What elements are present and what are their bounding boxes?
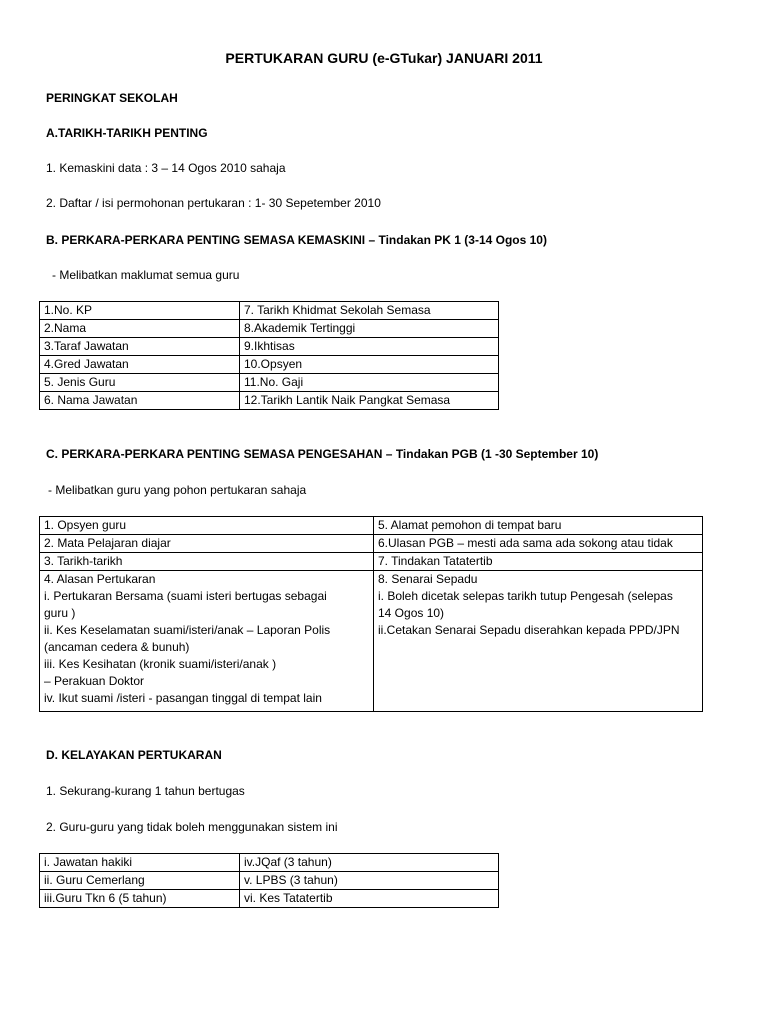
table-cell: 2. Mata Pelajaran diajar — [40, 535, 374, 553]
section-d-heading: D. KELAYAKAN PERTUKARAN — [46, 748, 222, 762]
section-c-heading: C. PERKARA-PERKARA PENTING SEMASA PENGESAHAN – Tindakan PGB (1 -30 September 10) — [46, 447, 599, 461]
table-cell: 5. Alamat pemohon di tempat baru — [374, 517, 703, 535]
table-row — [40, 517, 703, 535]
table-row — [40, 872, 499, 890]
section-b-table — [39, 301, 499, 410]
table-row — [40, 374, 499, 392]
section-b-note: - Melibatkan maklumat semua guru — [52, 268, 240, 282]
table-cell: 12.Tarikh Lantik Naik Pangkat Semasa — [240, 392, 499, 410]
table-row — [40, 392, 499, 410]
table-row — [40, 553, 703, 571]
level-heading: PERINGKAT SEKOLAH — [46, 91, 178, 105]
cell-line: ii.Cetakan Senarai Sepadu diserahkan kepada PPD/JPN — [378, 623, 680, 637]
table-cell: 6. Nama Jawatan — [40, 392, 240, 410]
cell-line: – Perakuan Doktor — [44, 674, 145, 688]
table-row — [40, 890, 499, 908]
table-cell: 1. Opsyen guru — [40, 517, 374, 535]
table-cell — [374, 571, 703, 712]
table-cell: vi. Kes Tatatertib — [240, 890, 499, 908]
table-row — [40, 854, 499, 872]
section-b-heading: B. PERKARA-PERKARA PENTING SEMASA KEMASKINI – Tindakan PK 1 (3-14 Ogos 10) — [46, 233, 547, 247]
table-cell: 9.Ikhtisas — [240, 338, 499, 356]
cell-line: 4. Alasan Pertukaran — [44, 572, 156, 586]
table-row — [40, 338, 499, 356]
cell-line: i. Boleh dicetak selepas tarikh tutup Pengesah (selepas — [378, 589, 673, 603]
table-cell: 11.No. Gaji — [240, 374, 499, 392]
table-cell: 10.Opsyen — [240, 356, 499, 374]
table-cell: iv.JQaf (3 tahun) — [240, 854, 499, 872]
table-row — [40, 571, 703, 712]
section-a-heading: A.TARIKH-TARIKH PENTING — [46, 126, 208, 140]
table-cell: 7. Tarikh Khidmat Sekolah Semasa — [240, 302, 499, 320]
table-cell — [40, 571, 374, 712]
table-cell: 8.Akademik Tertinggi — [240, 320, 499, 338]
section-c-note: - Melibatkan guru yang pohon pertukaran sahaja — [48, 483, 307, 497]
section-c-table — [39, 516, 703, 712]
cell-line: 14 Ogos 10) — [378, 606, 445, 620]
cell-line: (ancaman cedera & bunuh) — [44, 640, 190, 654]
table-row — [40, 535, 703, 553]
table-cell: 4.Gred Jawatan — [40, 356, 240, 374]
section-d-item-1: 1. Sekurang-kurang 1 tahun bertugas — [46, 784, 245, 798]
table-cell: 7. Tindakan Tatatertib — [374, 553, 703, 571]
cell-line: ii. Kes Keselamatan suami/isteri/anak – Laporan Polis — [44, 623, 331, 637]
cell-line: i. Pertukaran Bersama (suami isteri bertugas sebagai — [44, 589, 327, 603]
cell-line: guru ) — [44, 606, 76, 620]
table-cell: 3. Tarikh-tarikh — [40, 553, 374, 571]
page-title: PERTUKARAN GURU (e-GTukar) JANUARI 2011 — [225, 50, 543, 66]
section-a-item-1: 1. Kemaskini data : 3 – 14 Ogos 2010 sahaja — [46, 161, 286, 175]
table-row — [40, 320, 499, 338]
table-cell: 5. Jenis Guru — [40, 374, 240, 392]
table-cell: i. Jawatan hakiki — [40, 854, 240, 872]
section-d-item-2: 2. Guru-guru yang tidak boleh menggunakan sistem ini — [46, 820, 338, 834]
table-row — [40, 356, 499, 374]
table-row — [40, 302, 499, 320]
section-a-item-2: 2. Daftar / isi permohonan pertukaran : 1- 30 Sepetember 2010 — [46, 196, 381, 210]
table-cell: 2.Nama — [40, 320, 240, 338]
table-cell: v. LPBS (3 tahun) — [240, 872, 499, 890]
table-cell: 1.No. KP — [40, 302, 240, 320]
cell-line: iv. Ikut suami /isteri - pasangan tinggal di tempat lain — [44, 691, 322, 705]
section-d-table — [39, 853, 499, 908]
table-cell: 6.Ulasan PGB – mesti ada sama ada sokong atau tidak — [374, 535, 703, 553]
table-cell: ii. Guru Cemerlang — [40, 872, 240, 890]
table-cell: iii.Guru Tkn 6 (5 tahun) — [40, 890, 240, 908]
cell-line: iii. Kes Kesihatan (kronik suami/isteri/anak ) — [44, 657, 277, 671]
table-cell: 3.Taraf Jawatan — [40, 338, 240, 356]
cell-line: 8. Senarai Sepadu — [378, 572, 478, 586]
